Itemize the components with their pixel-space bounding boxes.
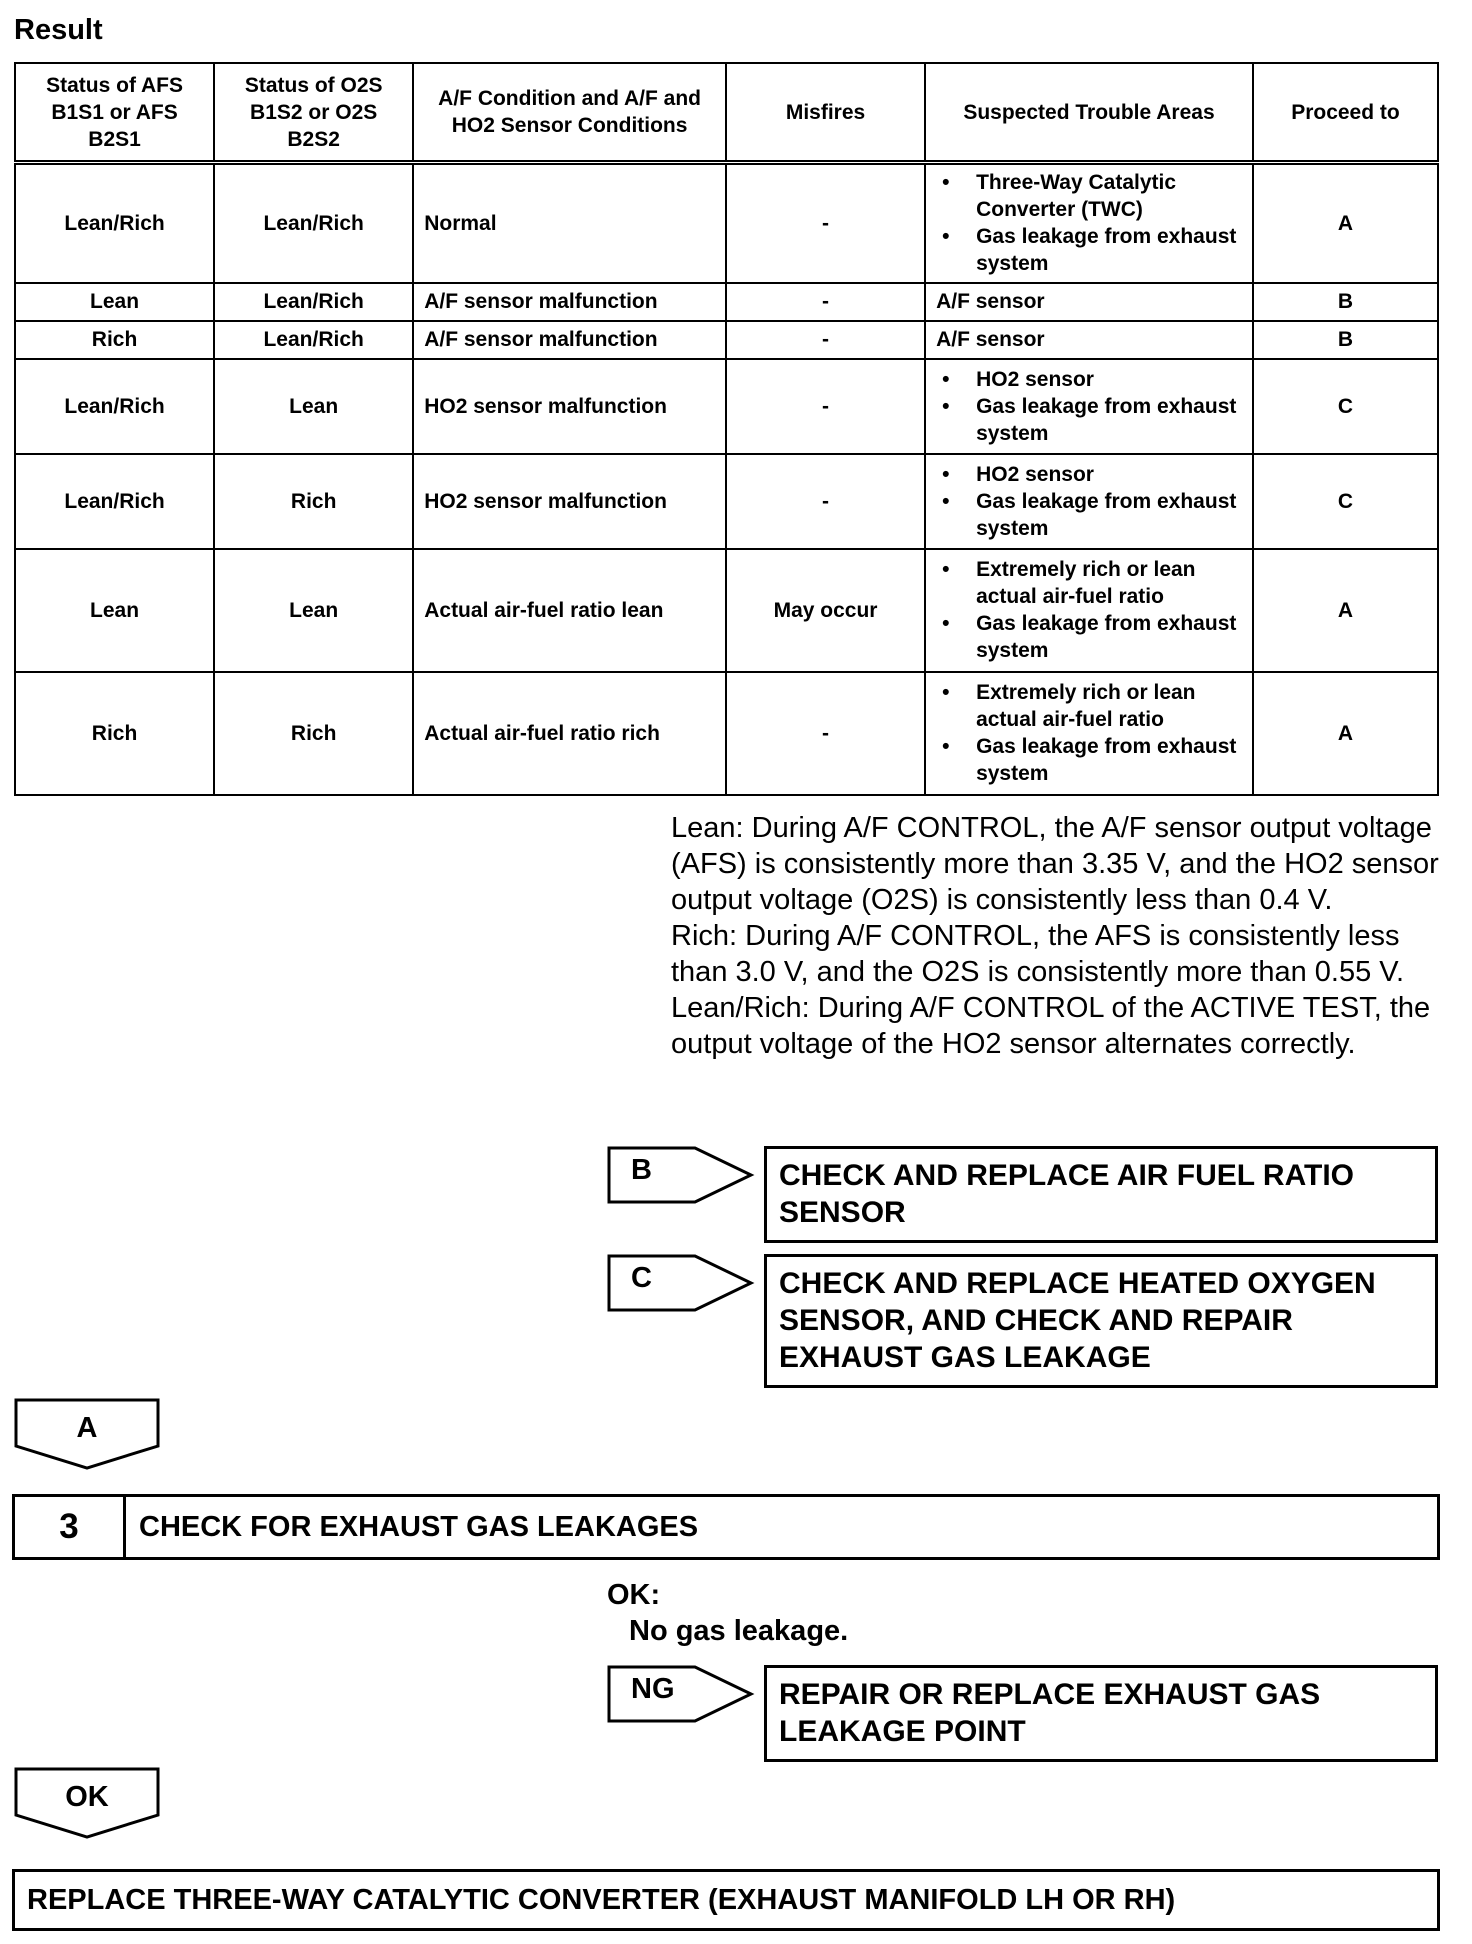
cell-o2s: Lean/Rich <box>214 321 413 359</box>
table-row <box>15 549 1438 672</box>
header-afs-status: Status of AFS B1S1 or AFS B2S1 <box>15 63 214 163</box>
table-row <box>15 359 1438 454</box>
trouble-area-item: • Extremely rich or lean actual air-fuel ratio <box>936 679 1242 733</box>
cell-o2s: Lean <box>214 359 413 454</box>
note-lean: Lean: During A/F CONTROL, the A/F sensor output voltage (AFS) is consistently more than 3.35 V, and the HO2 sensor output voltage (O2S) is consistently less than 0.4 V. <box>671 812 1439 916</box>
cell-proceed: A <box>1253 672 1438 795</box>
final-step-box: REPLACE THREE-WAY CATALYTIC CONVERTER (EXHAUST MANIFOLD LH OR RH) <box>12 1869 1440 1931</box>
cell-trouble-areas: A/F sensor <box>925 321 1253 359</box>
cell-condition: HO2 sensor malfunction <box>413 359 726 454</box>
header-o2s-status: Status of O2S B1S2 or O2S B2S2 <box>214 63 413 163</box>
branch-b-label: B <box>631 1154 652 1186</box>
cell-afs: Lean <box>15 283 214 321</box>
branch-c-label: C <box>631 1262 652 1294</box>
cell-proceed: B <box>1253 321 1438 359</box>
branch-ok-arrow[interactable] <box>14 1767 160 1857</box>
branch-ng-tag[interactable] <box>607 1665 755 1723</box>
trouble-area-item: • Extremely rich or lean actual air-fuel ratio <box>936 556 1242 610</box>
step-title: CHECK FOR EXHAUST GAS LEAKAGES <box>139 1511 699 1543</box>
result-table <box>14 62 1439 795</box>
cell-trouble-areas <box>925 454 1253 549</box>
cell-afs: Lean/Rich <box>15 454 214 549</box>
ok-criteria <box>607 1577 848 1649</box>
header-trouble-areas: Suspected Trouble Areas <box>925 63 1253 163</box>
trouble-area-item: • HO2 sensor <box>936 461 1242 488</box>
cell-misfires: - <box>726 321 925 359</box>
branch-b-tag[interactable] <box>607 1146 755 1204</box>
cell-misfires: - <box>726 163 925 283</box>
cell-trouble-areas <box>925 549 1253 672</box>
cell-o2s: Rich <box>214 454 413 549</box>
cell-trouble-areas <box>925 163 1253 283</box>
cell-misfires: - <box>726 454 925 549</box>
cell-o2s: Rich <box>214 672 413 795</box>
right-arrow-tag-icon <box>607 1146 755 1204</box>
cell-misfires: - <box>726 283 925 321</box>
cell-condition: Normal <box>413 163 726 283</box>
step-3-header <box>12 1494 1440 1560</box>
branch-ng-label: NG <box>631 1673 675 1705</box>
trouble-area-item: • Gas leakage from exhaust system <box>936 733 1242 787</box>
branch-ng-action: REPAIR OR REPLACE EXHAUST GAS LEAKAGE POINT <box>764 1665 1438 1762</box>
cell-o2s: Lean/Rich <box>214 163 413 283</box>
note-rich: Rich: During A/F CONTROL, the AFS is consistently less than 3.0 V, and the O2S is consistently more than 0.55 V. <box>671 920 1405 988</box>
cell-o2s: Lean <box>214 549 413 672</box>
branch-c-action: CHECK AND REPLACE HEATED OXYGEN SENSOR, AND CHECK AND REPAIR EXHAUST GAS LEAKAGE <box>764 1254 1438 1388</box>
cell-afs: Lean <box>15 549 214 672</box>
right-arrow-tag-icon <box>607 1254 755 1312</box>
cell-misfires: - <box>726 672 925 795</box>
ok-criteria-text: No gas leakage. <box>629 1615 849 1647</box>
result-title: Result <box>14 14 103 46</box>
cell-misfires: - <box>726 359 925 454</box>
cell-condition: Actual air-fuel ratio lean <box>413 549 726 672</box>
trouble-area-item: • Gas leakage from exhaust system <box>936 610 1242 664</box>
cell-afs: Rich <box>15 321 214 359</box>
cell-condition: A/F sensor malfunction <box>413 321 726 359</box>
voltage-note <box>671 810 1441 1062</box>
table-row <box>15 672 1438 795</box>
branch-a-label: A <box>76 1412 98 1444</box>
cell-proceed: A <box>1253 549 1438 672</box>
branch-ok-label: OK <box>65 1781 109 1813</box>
cell-afs: Lean/Rich <box>15 359 214 454</box>
cell-trouble-areas <box>925 672 1253 795</box>
cell-misfires: May occur <box>726 549 925 672</box>
header-proceed-to: Proceed to <box>1253 63 1438 163</box>
table-row <box>15 321 1438 359</box>
right-arrow-tag-icon <box>607 1665 755 1723</box>
table-row <box>15 163 1438 283</box>
cell-condition: Actual air-fuel ratio rich <box>413 672 726 795</box>
cell-proceed: C <box>1253 359 1438 454</box>
trouble-area-item: • Three-Way Catalytic Converter (TWC) <box>936 169 1242 223</box>
cell-condition: HO2 sensor malfunction <box>413 454 726 549</box>
ok-criteria-label: OK: <box>607 1579 661 1611</box>
trouble-area-item: • Gas leakage from exhaust system <box>936 488 1242 542</box>
table-row <box>15 283 1438 321</box>
branch-c-tag[interactable] <box>607 1254 755 1312</box>
table-row <box>15 454 1438 549</box>
header-condition: A/F Condition and A/F and HO2 Sensor Conditions <box>413 63 726 163</box>
header-misfires: Misfires <box>726 63 925 163</box>
branch-b-action: CHECK AND REPLACE AIR FUEL RATIO SENSOR <box>764 1146 1438 1243</box>
trouble-area-item: • Gas leakage from exhaust system <box>936 223 1242 277</box>
branch-a-arrow[interactable] <box>14 1398 160 1488</box>
cell-afs: Lean/Rich <box>15 163 214 283</box>
cell-proceed: C <box>1253 454 1438 549</box>
cell-o2s: Lean/Rich <box>214 283 413 321</box>
cell-proceed: A <box>1253 163 1438 283</box>
table-header-row <box>15 63 1438 163</box>
trouble-area-item: • Gas leakage from exhaust system <box>936 393 1242 447</box>
cell-condition: A/F sensor malfunction <box>413 283 726 321</box>
trouble-area-item: • HO2 sensor <box>936 366 1242 393</box>
cell-afs: Rich <box>15 672 214 795</box>
note-lean-rich: Lean/Rich: During A/F CONTROL of the ACTIVE TEST, the output voltage of the HO2 sensor alternates correctly. <box>671 992 1431 1060</box>
cell-proceed: B <box>1253 283 1438 321</box>
cell-trouble-areas <box>925 359 1253 454</box>
step-number: 3 <box>15 1497 126 1557</box>
cell-trouble-areas: A/F sensor <box>925 283 1253 321</box>
